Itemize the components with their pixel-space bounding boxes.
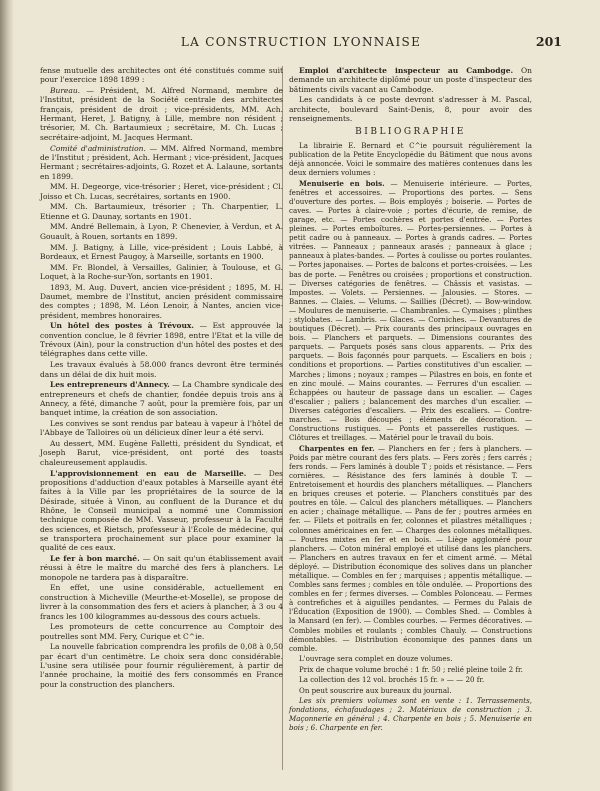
left-column — [40, 66, 283, 690]
bibliographie-heading: BIBLIOGRAPHIE — [355, 127, 466, 138]
article-text: — On sait qu'un établissement avait réussi à être le maître du marché des fers à planchers. Le monopole ne tardera pas à disparaître. — [40, 554, 283, 582]
biblio-intro: La librairie E. Bernard et C^ie poursuit régulièrement la publication de la Petite Encyclopédie du Bâtiment que nous avons déjà annoncée. Voici le sommaire des matières contenues dans les deux derniers volumes : — [289, 140, 532, 178]
article-text: — Des propositions d'adduction d'eaux potables à Marseille ayant été faites à la Ville par les propriétaires de la source de la Désirade, située à Vinon, au confluent de la Durance et du Rhône, le Conseil municipal a nommé une Commission technique composée de MM. Vasseur, professeur à la Faculté des sciences, et Rietsch, professeur à l'École de médecine, qui se transportera prochainement sur place pour examiner la qualité de ces eaux. — [40, 468, 283, 553]
running-title: LA CONSTRUCTION LYONNAISE — [180, 35, 422, 49]
article-paragraph: Les candidats à ce poste devront s'adresser à M. Pascal, architecte, boulevard Saint-Denis, 8, pour avoir des renseignements. — [289, 95, 532, 124]
section-heading: Menuiserie en bois. — [299, 178, 385, 188]
article-text: — Est approuvée la convention conclue, le 8 février 1898, entre l'Etat et la ville de Trévoux (Ain), pour la construction d'un hôtel des postes et des télégraphes dans cette ville. — [40, 321, 283, 359]
article-heading: Un hôtel des postes à Trévoux. — [50, 321, 195, 331]
comite-paragraph — [40, 144, 283, 181]
members-paragraph: MM. J. Batigny, à Lille, vice-président ; Louis Labbé, à Bordeaux, et Ernest Paugoy, à Marseille, sortants en 1900. — [40, 242, 283, 261]
article-text: On demande un architecte diplômé pour un poste d'inspecteur des bâtiments civils vacant au Cambodge. — [289, 66, 532, 94]
members-paragraph: MM. H. Degeorge, vice-trésorier ; Heret, vice-président ; Cl. Joisso et Ch. Lucas, secrétaires, sortants en 1900. — [40, 182, 283, 201]
article-paragraph: Au dessert, MM. Eugène Falletti, président du Syndicat, et Joseph Barut, vice-président, ont porté des toasts chaleureusement applaudis. — [40, 439, 283, 467]
members-paragraph: MM. Fr. Blondel, à Versailles, Galinier, à Toulouse, et G. Loquet, à la Roche-sur-Yon, sortants en 1901. — [40, 262, 283, 281]
page-header — [40, 34, 562, 52]
page-number: 201 — [535, 34, 562, 49]
section-text: — Planchers en fer ; fers à planchers. — Poids par mètre courant des fers plats. — Fers zorès ; fers carrés ; fers ronds. — Fers laminés à double T ; poids et résistance. — Fers cornières. — Résistance des fers laminés à double T. — Entretoisement et hourdis des planchers métalliques. — Planchers en briques creuses et poterie. — Planchers constitués par des poutres en tôle. — Calcul des planchers métalliques. — Planchers en acier ; chaînage métallique. — Pans de fer ; poutres armées en fer. — Filets et poitrails en fer, colonnes et pilastres métalliques ; colonnes américaines en fer. — Charges des colonnes métalliques. — Poutres mixtes en fer et en bois. — Liège aggloméré pour planchers. — Coton minéral employé et utilisé dans les planchers. — Planchers en autres travaux en fer et ciment armé. — Métal déployé. — Distribution économique des solives dans un plancher métallique. — Combles en fer ; marquises ; appentis métallique. — Combles sans fermes ; combles en tôle ondulée. — Proportions des combles en fer ; fermes diverses. — Combles Polonceau. — Fermes à contrefiches et à aiguilles pendantes. — Fermes du Palais de l'Éducation (Exposition de 1900). — Combles Shed. — Combles à la Mansard (en fer). — Combles courbes. — Fermes décoratives. — Combles mobiles et roulants ; combles Chauly. — Constructions démontables. — Distribution économique des pannes dans un comble. — [289, 443, 532, 653]
section-text: — Menuiserie intérieure. — Portes, fenêtres et accessoires. — Proportions des portes. — Sens d'ouverture des portes. — Bois employés ; boiserie. — Portes de caves. — Portes à claire-voie ; portes d'écurie, de remise, de garage, etc. — Portes cochères et portes d'entrée. — Portes pleines. — Portes emboîtures. — Portes-persiennes. — Portes à petit cadre ou à panneaux. — Portes à grands cadres. — Portes vitrées. — Panneaux ; panneaux arasés ; panneaux à glace ; panneaux à plates-bandes. — Portes à coulisse ou portes roulantes. — Portes japonaises. — Portes de balcons et portes-croisées. — Les bas de porte. — Fenêtres ou croisées ; proportions et construction. — Diverses catégories de fenêtres. — Châssis et vasistas. — Impostes. — Volets. — Persiennes. — Jalousies. — Stores. — Bannes. — Claies. — Velums. — Saillies (Décret). — Bow-window. — Moulures de menuiserie. — Chambranles. — Cymaises ; plinthes ; stylobates. — Lambris. — Glaces. — Corniches. — Devantures de boutiques (Décret). — Prix courants des principaux ouvrages en bois. — Planchers et parquets. — Dimensions courantes des parquets. — Parquets posés sans clous apparents. — Prix des parquets. — Bois façonnés pour parquets. — Escaliers en bois ; conditions et proportions. — Parties constitutives d'un escalier. — Marches ; limons ; noyaux ; rampes — Pilastres en bois, en fonte et en zinc moulé. — Mains courantes. — Ferrures d'un escalier. — Échappées ou hauteur de passage dans un escalier. — Cages d'escalier ; paliers ; balancement des marches d'un escalier. — Diverses catégories d'escaliers. — Prix des escaliers. — Contre-marches. — Bois découpés ; éléments de décoration. — Constructions rustiques. — Ponts et passerelles rustiques. — Clôtures et treillages. — Matériel pour le travail du bois. — [289, 178, 532, 443]
members-paragraph: MM. André Bellemain, à Lyon, P. Chenevier, à Verdun, et A. Gouault, à Rouen, sortants en 1899. — [40, 222, 283, 241]
bureau-paragraph — [40, 86, 283, 142]
article-heading: Les entrepreneurs d'Annecy. — [50, 380, 170, 390]
article-text: — La Chambre syndicale des entrepreneurs et chefs de chantier, fondée depuis trois ans à Annecy, a fêté, dimanche 7 août, pour la première fois, par un banquet intime, la création de son association. — [40, 380, 283, 418]
comite-label: Comité d'administration. — [50, 143, 146, 153]
volumes-list: Les six premiers volumes sont en vente : 1. Terrassements, fondations, échafaudages ; 2. Matériaux de construction ; 3. Maçonnerie en général ; 4. Charpente en bois ; 5. Menuiserie en bois ; 6. Charpente en fer. — [289, 696, 532, 733]
article-annecy — [40, 380, 283, 417]
right-column — [289, 66, 532, 734]
article-paragraph: Les promoteurs de cette concurrence au Comptoir des poutrelles sont MM. Fery, Curique et C^ie. — [40, 622, 283, 641]
bureau-text: — Président, M. Alfred Normand, membre de l'Institut, président de la Société centrale des architectes français, président de droit ; vice-présidents, MM. Ach. Hermant, Heret, J. Batigny, à Lille, membre non résident ; trésorier, M. Ch. Bartaumieux ; secrétaire, M. Ch. Lucas ; secrétaire-adjoint, M. Jacques Hermant. — [40, 86, 283, 142]
members-paragraph: 1893, M. Aug. Duvert, ancien vice-président ; 1895, M. H. Daumet, membre de l'Institut, ancien président commissaire des comptes ; 1898, M. Léon Lenoir, à Nantes, ancien vice-président, membres honoraires. — [40, 282, 283, 320]
article-heading: L'approvisionnement en eau de Marseille. — [50, 468, 247, 478]
article-paragraph: En effet, une usine considérable, actuellement en construction à Micheville (Meurthe-et-Moselle), se propose de livrer à la consommation des fers et aciers à plancher, à 3 ou 4 francs les 100 kilogrammes au-dessous des cours actuels. — [40, 583, 283, 621]
article-paragraph: Les travaux évalués à 58.000 francs devront être terminés dans un délai de dix huit mois. — [40, 360, 283, 379]
comite-text: — MM. Alfred Normand, membre de l'Institut ; président, Ach. Hermant ; vice-président, Jacques Hermant ; secrétaires-adjoints, G. Rozet et A. Lalaune, sortants en 1899. — [40, 143, 284, 181]
ouvrage-note: L'ouvrage sera complet en douze volumes. — [299, 654, 453, 664]
article-paragraph: Les convives se sont rendus par bateau à vapeur à l'hôtel de l'Abbaye de Talloires où un délicieux dîner leur a été servi. — [40, 419, 283, 438]
price-line: La collection des 12 vol. brochés 15 fr. » — — 20 fr. — [299, 675, 485, 685]
intro-paragraph: fense mutuelle des architectes ont été constitués comme suit pour l'exercice 1898 1899 : — [40, 66, 283, 85]
article-paragraph: La nouvelle fabrication comprendra les profils de 0,08 à 0,50 par écart d'un centimètre. Le choix sera donc considérable. L'usine sera utilisée pour fournir régulièrement, à partir de l'année prochaine, la moitié des fers consommés en France pour la construction des planchers. — [40, 642, 283, 689]
subscribe-note: On peut souscrire aux bureaux du journal. — [299, 685, 452, 695]
members-paragraph: MM. Ch. Bartaumieux, trésorier ; Th. Charpentier, L. Etienne et G. Daunay, sortants en 1901. — [40, 202, 283, 221]
page-binding-shadow — [0, 0, 14, 791]
article-heading: Emploi d'architecte inspecteur au Cambodge. — [299, 66, 514, 75]
article-fer — [40, 554, 283, 582]
price-line: Prix de chaque volume broché : 1 fr. 50 ; relié pleine toile 2 fr. — [299, 664, 523, 674]
article-cambodge — [289, 66, 532, 94]
bureau-label: Bureau. — [50, 86, 81, 96]
section-heading: Charpentes en fer. — [299, 443, 375, 453]
article-trevoux — [40, 321, 283, 358]
article-marseille — [40, 469, 283, 553]
menuiserie-section — [289, 179, 532, 443]
charpentes-section — [289, 444, 532, 653]
article-heading: Le fer à bon marché. — [50, 554, 140, 564]
